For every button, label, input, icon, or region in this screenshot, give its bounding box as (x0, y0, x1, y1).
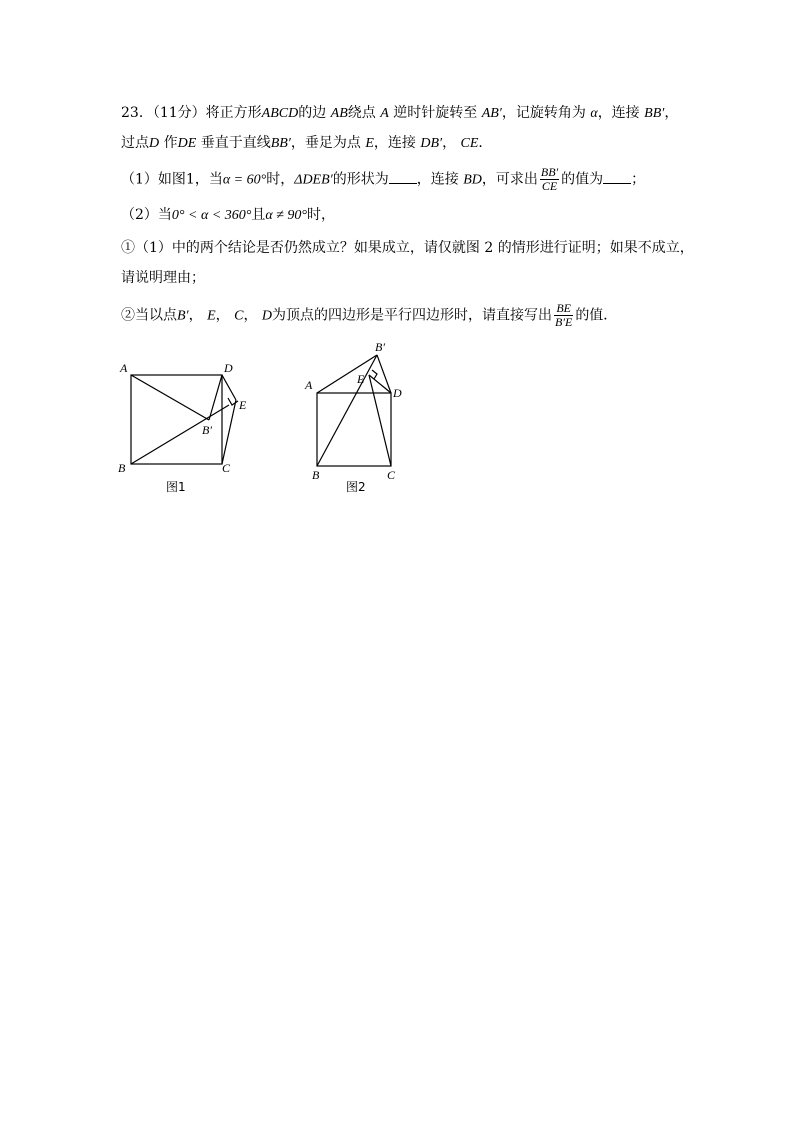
figure-1-label-a: A (120, 361, 128, 375)
math-bbp: BB′ (644, 106, 665, 121)
fraction-numerator: BB′ (540, 165, 559, 179)
figure-1-label-b: B (118, 461, 126, 475)
math-de: DE (177, 136, 197, 151)
text: 将正方形 (205, 105, 262, 121)
math-d: D (261, 308, 273, 324)
fraction-denominator: B′E (555, 315, 573, 329)
text: ，可求出 (481, 171, 538, 188)
text: 的值为 (561, 171, 604, 188)
math-square: ABCD (261, 106, 299, 121)
math-not-equal: α ≠ 90° (265, 208, 308, 223)
math-c: C (234, 308, 244, 324)
math-alpha: α (590, 106, 598, 121)
figure-2-square (317, 393, 391, 466)
math-ce: CE (460, 136, 479, 151)
question-1-line-1: ①（1）中的两个结论是否仍然成立？如果成立，请仅就图 2 的情形进行证明；如果不成立， (121, 240, 694, 256)
math-d: D (149, 136, 160, 151)
figure-1-label-e: E (239, 398, 247, 412)
text: ， (442, 135, 457, 151)
math-range: 0° < α < 360° (171, 208, 252, 223)
math-condition: α = 60° (222, 172, 267, 188)
text: 的形状为 (332, 171, 389, 188)
figure-1-caption: 图1 (166, 480, 186, 494)
text: ，垂足为点 (290, 135, 361, 151)
fraction-numerator: BE (554, 302, 573, 316)
figure-2 (0, 0, 793, 520)
figure-2-segment-bb-prime (317, 355, 377, 466)
text: ， (215, 307, 230, 324)
figure-2-caption: 图2 (346, 480, 366, 494)
question-1-line-2: 请说明理由； (121, 270, 205, 286)
figure-1-label-d: D (224, 361, 233, 375)
text: ，记旋转角为 (501, 105, 586, 121)
figure-1-label-c: C (222, 461, 231, 475)
part-2-label: （2）当 (121, 207, 172, 223)
figure-2-label-c: C (387, 468, 396, 482)
text: 逆时针旋转至 (393, 105, 478, 121)
text: ． (478, 135, 493, 151)
text: 作 (163, 135, 178, 151)
math-bbp: BB′ (270, 136, 291, 151)
text: 时， (307, 207, 336, 223)
text: ， (243, 307, 258, 324)
part-1-label: （1）如图1，当 (121, 171, 223, 188)
figure-2-segment-e-c (369, 375, 391, 466)
math-bd: BD (463, 172, 482, 188)
text: 为顶点的四边形是平行四边形时，请直接写出 (272, 307, 553, 324)
text: ； (631, 171, 646, 188)
math-ab: AB (330, 106, 348, 121)
text: ，连接 (416, 171, 459, 188)
figure-2-label-e: E (357, 372, 365, 386)
problem-number: 23． (121, 105, 153, 121)
math-dbp: DB′ (420, 136, 443, 151)
text: ②当以点 (121, 307, 177, 324)
figure-2-label-a: A (305, 378, 313, 392)
figure-2-segment-ab-prime (317, 355, 377, 393)
figure-2-label-d: D (393, 386, 402, 400)
math-a: A (380, 106, 389, 121)
fraction-denominator: CE (541, 179, 558, 193)
figure-2-label-b: B (312, 468, 320, 482)
figure-2-label-b-prime: B′ (375, 340, 385, 354)
math-triangle: ΔDEB′ (294, 172, 333, 188)
problem-score: （11分） (152, 105, 206, 121)
text: 时， (266, 171, 295, 188)
math-e: E (207, 308, 216, 324)
text: 绕点 (347, 105, 376, 121)
math-abp: AB′ (481, 106, 502, 121)
math-e: E (365, 136, 374, 151)
math-bp: B′ (177, 308, 189, 324)
text: 且 (251, 207, 266, 223)
text: ， (664, 105, 679, 121)
text: ， (188, 307, 203, 324)
text: 垂直于直线 (200, 135, 271, 151)
text: 过点 (121, 135, 149, 151)
text: ，连接 (597, 105, 640, 121)
figure-1-label-b-prime: B′ (202, 423, 212, 437)
text: 的值． (575, 307, 618, 324)
text: ，连接 (373, 135, 416, 151)
text: 的边 (298, 105, 327, 121)
